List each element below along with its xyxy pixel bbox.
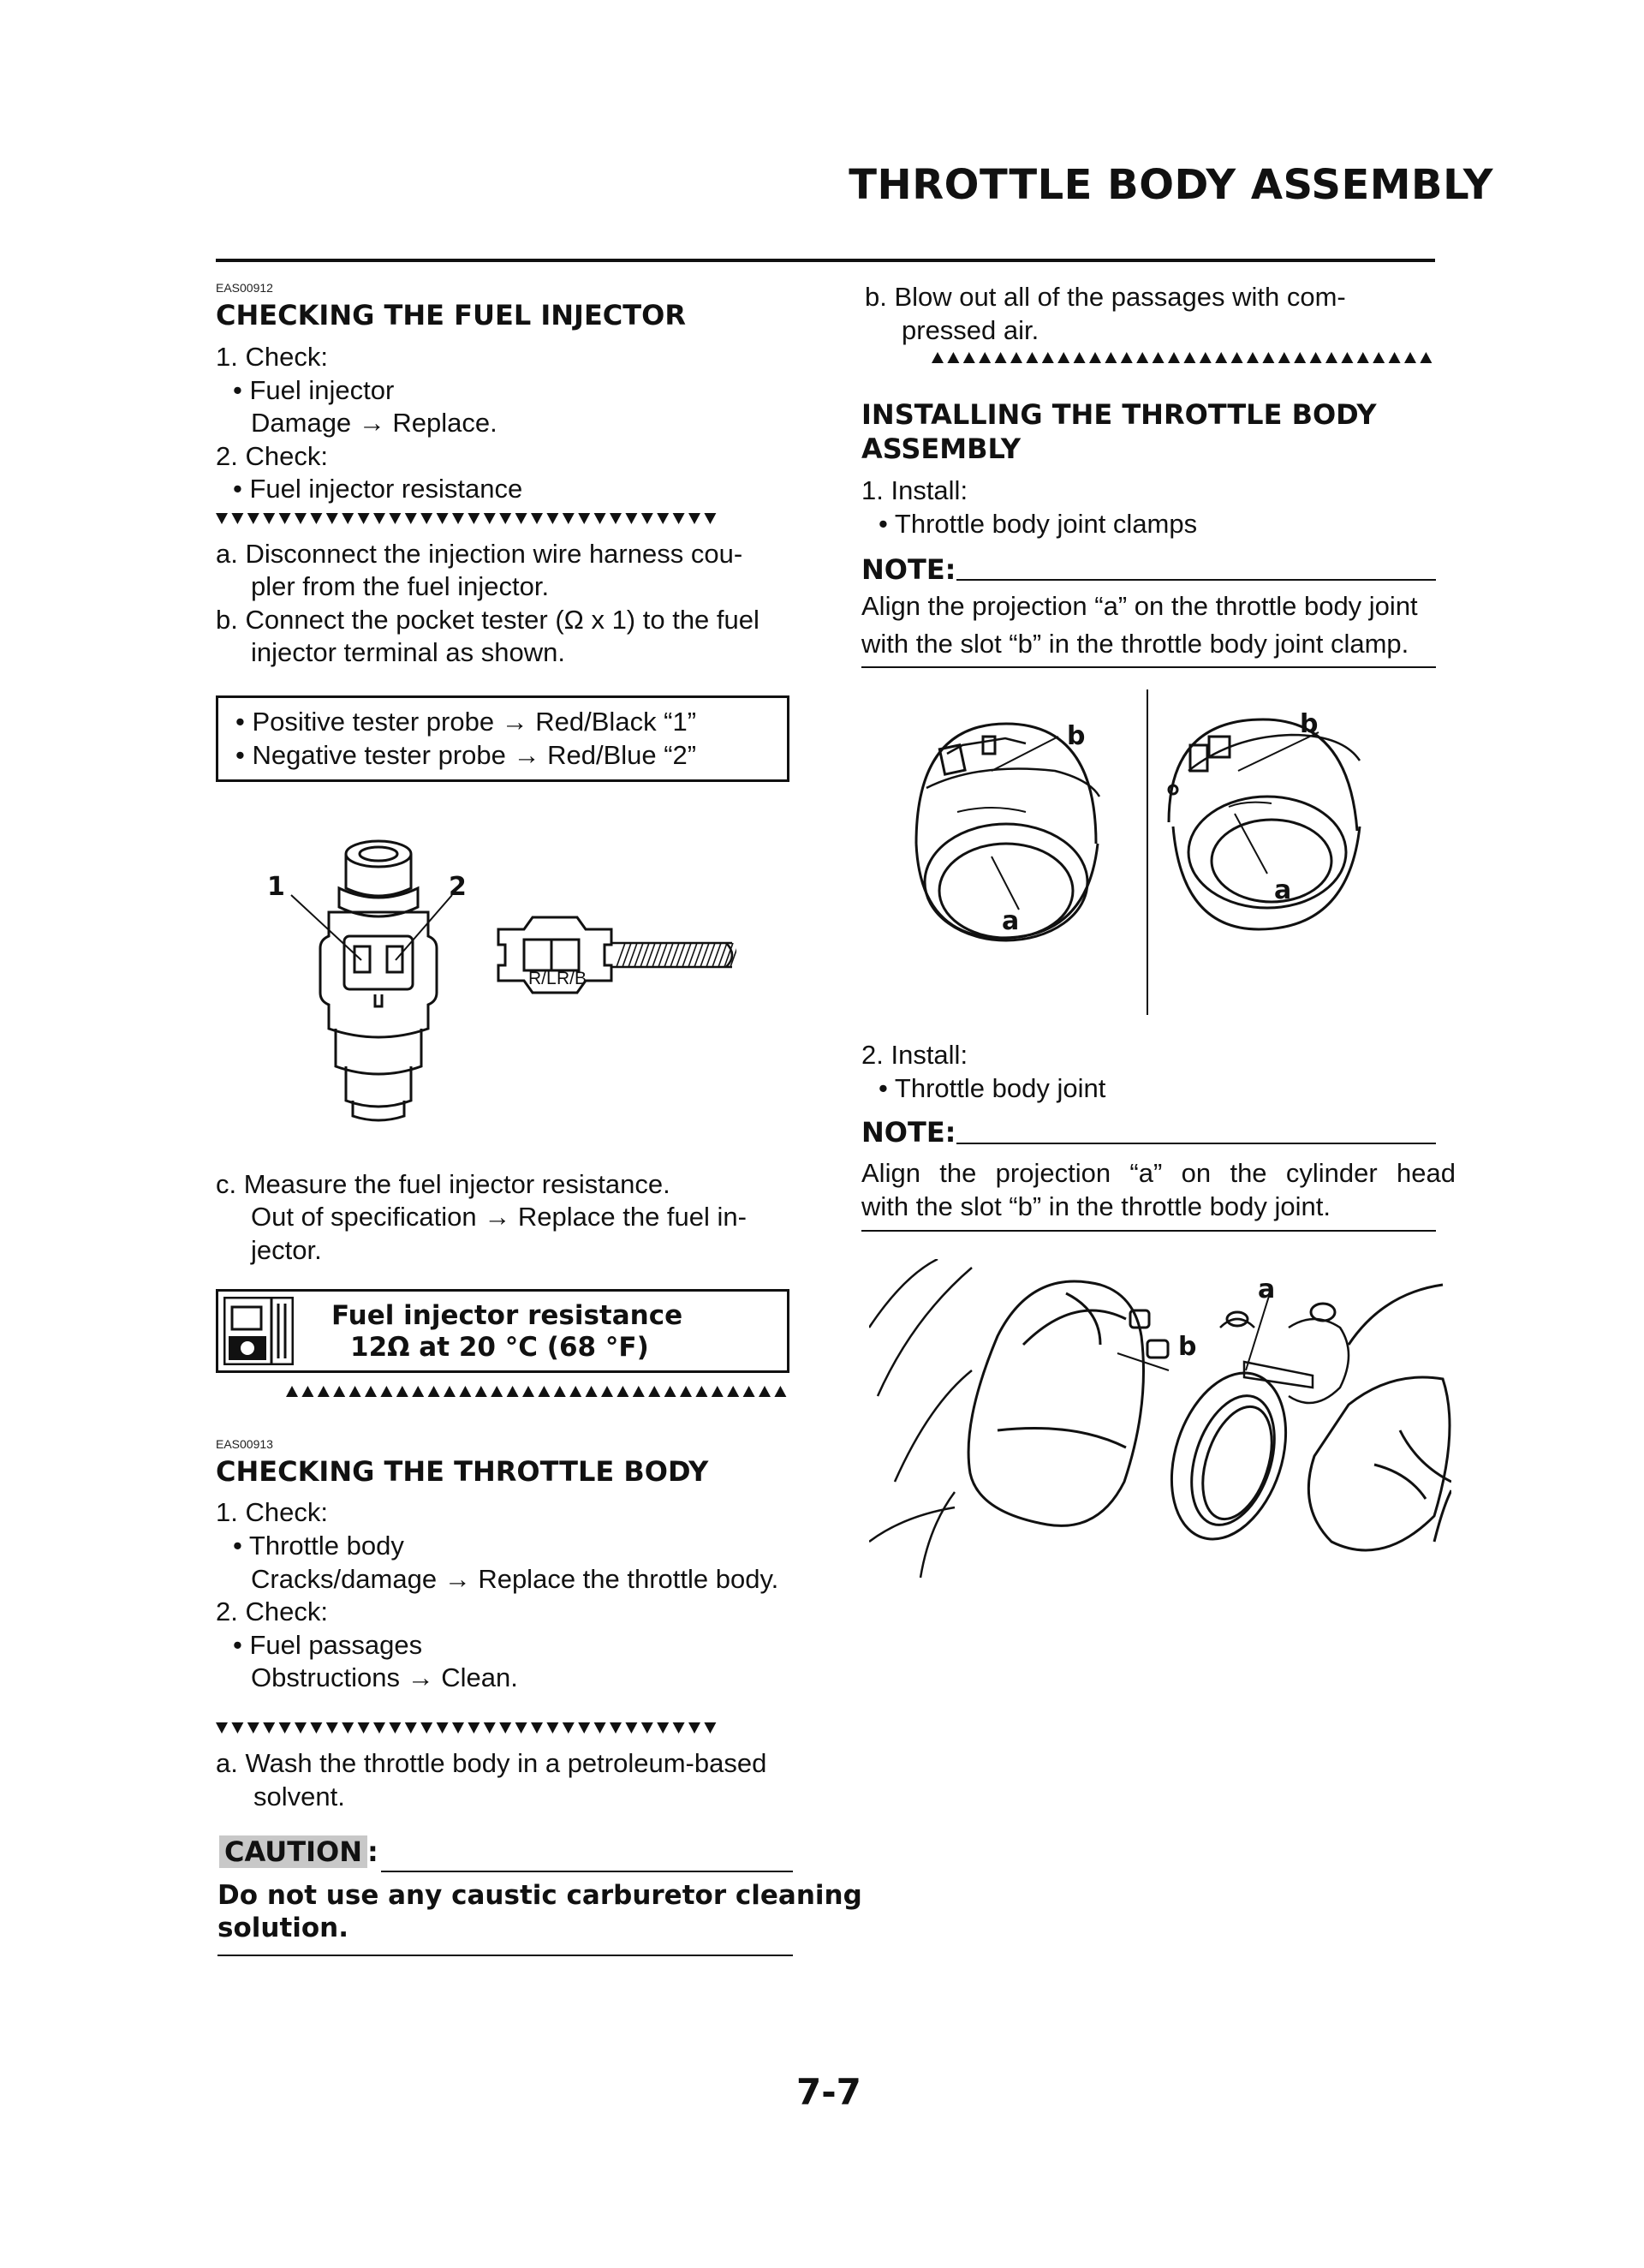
- end-marker-triangle: [1010, 352, 1022, 363]
- start-marker-triangle: [373, 513, 385, 524]
- section-heading-throttle: CHECKING THE THROTTLE BODY: [216, 1455, 709, 1488]
- start-marker-triangle: [420, 1722, 432, 1734]
- start-marker-triangle: [546, 513, 558, 524]
- spec-box: [216, 1289, 789, 1373]
- start-marker-triangle: [563, 513, 575, 524]
- note-text: with the slot “b” in the throttle body joint clamp.: [861, 629, 1409, 659]
- note-label: NOTE:: [861, 553, 956, 586]
- end-marker-triangle: [1105, 352, 1117, 363]
- end-marker-triangle: [601, 1386, 613, 1397]
- end-marker-triangle: [1389, 352, 1401, 363]
- end-marker-triangle: [349, 1386, 361, 1397]
- start-marker-row: [216, 512, 723, 526]
- end-marker-triangle: [1042, 352, 1054, 363]
- note-underline: [956, 1143, 1436, 1144]
- start-marker-triangle: [657, 1722, 669, 1734]
- start-marker-triangle: [452, 1722, 464, 1734]
- start-marker-triangle: [231, 513, 243, 524]
- start-marker-triangle: [625, 513, 637, 524]
- start-marker-triangle: [657, 513, 669, 524]
- wire-label-rl: R/L: [528, 969, 557, 988]
- bullet-line: • Fuel injector: [233, 375, 395, 405]
- start-marker-triangle: [484, 513, 496, 524]
- end-marker-triangle: [1310, 352, 1322, 363]
- wire-label-rb: R/B: [557, 969, 587, 988]
- end-marker-triangle: [1057, 352, 1069, 363]
- step-line: 2. Check:: [216, 1597, 328, 1626]
- start-marker-triangle: [405, 1722, 417, 1734]
- bullet-line: • Throttle body joint clamps: [879, 509, 1198, 539]
- end-marker-triangle: [1074, 352, 1086, 363]
- start-marker-triangle: [610, 1722, 622, 1734]
- note-text: with the slot “b” in the throttle body joint.: [861, 1191, 1331, 1221]
- end-marker-triangle: [1278, 352, 1290, 363]
- procedure-line: jector.: [251, 1235, 322, 1265]
- note-underline: [956, 579, 1436, 581]
- step-line: Obstructions → Clean.: [251, 1662, 518, 1692]
- fig-label-a: a: [1274, 875, 1292, 905]
- end-marker-row: [286, 1385, 793, 1399]
- probe-box: [216, 695, 789, 782]
- start-marker-triangle: [373, 1722, 385, 1734]
- end-marker-triangle: [444, 1386, 456, 1397]
- procedure-line: a. Disconnect the injection wire harness cou-: [216, 539, 743, 569]
- end-marker-triangle: [1341, 352, 1353, 363]
- start-marker-triangle: [704, 513, 716, 524]
- bullet-line: • Throttle body joint: [879, 1073, 1106, 1103]
- start-marker-triangle: [358, 1722, 370, 1734]
- end-marker-triangle: [712, 1386, 724, 1397]
- procedure-line: pler from the fuel injector.: [251, 571, 550, 601]
- caution-colon: :: [366, 1835, 378, 1868]
- end-marker-triangle: [995, 352, 1007, 363]
- procedure-line: c. Measure the fuel injector resistance.: [216, 1169, 670, 1199]
- step-line: 1. Check:: [216, 342, 328, 372]
- end-marker-triangle: [380, 1386, 392, 1397]
- step-line: 2. Install:: [861, 1040, 968, 1070]
- end-marker-triangle: [491, 1386, 503, 1397]
- end-marker-triangle: [428, 1386, 440, 1397]
- start-marker-triangle: [389, 513, 401, 524]
- page-number: 7-7: [796, 2071, 861, 2113]
- end-marker-triangle: [1294, 352, 1306, 363]
- start-marker-triangle: [563, 1722, 575, 1734]
- end-marker-triangle: [1200, 352, 1212, 363]
- end-marker-triangle: [1026, 352, 1038, 363]
- start-marker-triangle: [515, 1722, 527, 1734]
- procedure-line: solvent.: [253, 1782, 345, 1811]
- probe-negative: • Negative tester probe → Red/Blue “2”: [235, 740, 697, 770]
- header-rule: [216, 259, 1435, 262]
- section-code: EAS00912: [216, 281, 273, 295]
- start-marker-triangle: [452, 513, 464, 524]
- end-marker-triangle: [759, 1386, 771, 1397]
- start-marker-triangle: [515, 513, 527, 524]
- probe-positive: • Positive tester probe → Red/Black “1”: [235, 707, 697, 737]
- end-marker-triangle: [1404, 352, 1416, 363]
- start-marker-triangle: [405, 513, 417, 524]
- end-marker-triangle: [648, 1386, 660, 1397]
- start-marker-triangle: [499, 513, 511, 524]
- section-heading-injector: CHECKING THE FUEL INJECTOR: [216, 299, 686, 331]
- fig-label-b: b: [1067, 721, 1086, 751]
- caution-header: [219, 1835, 378, 1868]
- note-bottom-rule: [861, 666, 1436, 668]
- start-marker-triangle: [641, 1722, 653, 1734]
- end-marker-triangle: [475, 1386, 487, 1397]
- caution-underline: [381, 1871, 793, 1872]
- start-marker-triangle: [295, 1722, 307, 1734]
- start-marker-triangle: [326, 1722, 338, 1734]
- end-marker-triangle: [947, 352, 959, 363]
- start-marker-triangle: [279, 1722, 291, 1734]
- end-marker-triangle: [538, 1386, 550, 1397]
- start-marker-triangle: [295, 513, 307, 524]
- note-text: Align the projection “a” on the throttle body joint: [861, 591, 1418, 621]
- start-marker-triangle: [420, 513, 432, 524]
- end-marker-triangle: [979, 352, 991, 363]
- start-marker-triangle: [673, 513, 685, 524]
- start-marker-triangle: [247, 513, 259, 524]
- step-line: Cracks/damage → Replace the throttle body.: [251, 1564, 779, 1594]
- step-line: Damage → Replace.: [251, 408, 497, 438]
- procedure-line-justified: [865, 280, 1432, 313]
- start-marker-triangle: [326, 513, 338, 524]
- start-marker-triangle: [673, 1722, 685, 1734]
- joint-figure: [869, 1259, 1451, 1580]
- end-marker-triangle: [396, 1386, 408, 1397]
- multimeter-icon: [223, 1297, 294, 1365]
- end-marker-triangle: [695, 1386, 707, 1397]
- start-marker-triangle: [358, 513, 370, 524]
- end-marker-triangle: [586, 1386, 598, 1397]
- end-marker-triangle: [286, 1386, 298, 1397]
- start-marker-triangle: [342, 513, 354, 524]
- bullet-line: • Fuel passages: [233, 1630, 423, 1660]
- section-heading-install-2: ASSEMBLY: [861, 433, 1022, 465]
- start-marker-triangle: [641, 513, 653, 524]
- caution-label: CAUTION: [219, 1835, 367, 1868]
- fig-label-b: b: [1300, 709, 1319, 739]
- fig-label-1: 1: [267, 872, 285, 902]
- start-marker-triangle: [625, 1722, 637, 1734]
- start-marker-triangle: [531, 513, 543, 524]
- step-line: 1. Install:: [861, 475, 968, 505]
- end-marker-triangle: [963, 352, 975, 363]
- end-marker-triangle: [318, 1386, 330, 1397]
- start-marker-triangle: [279, 513, 291, 524]
- end-marker-triangle: [333, 1386, 345, 1397]
- end-marker-triangle: [1089, 352, 1101, 363]
- start-marker-triangle: [437, 513, 449, 524]
- end-marker-triangle: [932, 352, 944, 363]
- start-marker-triangle: [342, 1722, 354, 1734]
- start-marker-triangle: [688, 1722, 700, 1734]
- start-marker-triangle: [310, 513, 322, 524]
- spec-value: 12Ω at 20 °C (68 °F): [350, 1332, 649, 1363]
- start-marker-triangle: [247, 1722, 259, 1734]
- start-marker-triangle: [688, 513, 700, 524]
- note-label: NOTE:: [861, 1116, 956, 1149]
- end-marker-triangle: [412, 1386, 424, 1397]
- procedure-line: injector terminal as shown.: [251, 637, 565, 667]
- note-text: Align the projection “a” on the cylinder head: [861, 1158, 1456, 1188]
- end-marker-triangle: [1168, 352, 1180, 363]
- end-marker-row: [932, 351, 1438, 365]
- start-marker-triangle: [263, 1722, 275, 1734]
- end-marker-triangle: [569, 1386, 581, 1397]
- end-marker-triangle: [301, 1386, 313, 1397]
- start-marker-triangle: [499, 1722, 511, 1734]
- start-marker-triangle: [531, 1722, 543, 1734]
- start-marker-triangle: [468, 513, 480, 524]
- procedure-line: pressed air.: [902, 315, 1039, 345]
- end-marker-triangle: [1215, 352, 1227, 363]
- end-marker-triangle: [1231, 352, 1243, 363]
- end-marker-triangle: [459, 1386, 471, 1397]
- end-marker-triangle: [1247, 352, 1259, 363]
- start-marker-triangle: [216, 513, 228, 524]
- fig-label-b: b: [1178, 1332, 1197, 1362]
- start-marker-triangle: [578, 1722, 590, 1734]
- procedure-line: b. Connect the pocket tester (Ω x 1) to the fuel: [216, 605, 759, 635]
- end-marker-triangle: [1136, 352, 1148, 363]
- end-marker-triangle: [1325, 352, 1337, 363]
- start-marker-triangle: [546, 1722, 558, 1734]
- section-heading-install: INSTALLING THE THROTTLE BODY: [861, 398, 1377, 431]
- end-marker-triangle: [616, 1386, 628, 1397]
- start-marker-row: [216, 1722, 723, 1735]
- end-marker-triangle: [1121, 352, 1133, 363]
- page-title: THROTTLE BODY ASSEMBLY: [849, 161, 1493, 209]
- start-marker-triangle: [594, 1722, 606, 1734]
- blow-text: b. Blow out all of the passages with com-: [865, 282, 1346, 312]
- fig-label-a: a: [1258, 1274, 1276, 1304]
- end-marker-triangle: [680, 1386, 692, 1397]
- end-marker-triangle: [1420, 352, 1432, 363]
- procedure-line: a. Wash the throttle body in a petroleum-based: [216, 1748, 767, 1778]
- start-marker-triangle: [231, 1722, 243, 1734]
- end-marker-triangle: [1373, 352, 1385, 363]
- end-marker-triangle: [1153, 352, 1164, 363]
- section-code: EAS00913: [216, 1437, 273, 1451]
- end-marker-triangle: [664, 1386, 676, 1397]
- end-marker-triangle: [522, 1386, 534, 1397]
- note-bottom-rule: [861, 1230, 1436, 1232]
- start-marker-triangle: [263, 513, 275, 524]
- start-marker-triangle: [578, 513, 590, 524]
- start-marker-triangle: [310, 1722, 322, 1734]
- spec-title: Fuel injector resistance: [331, 1300, 683, 1331]
- end-marker-triangle: [727, 1386, 739, 1397]
- end-marker-triangle: [633, 1386, 645, 1397]
- end-marker-triangle: [554, 1386, 566, 1397]
- start-marker-triangle: [704, 1722, 716, 1734]
- start-marker-triangle: [468, 1722, 480, 1734]
- fig-label-2: 2: [449, 872, 467, 902]
- start-marker-triangle: [610, 513, 622, 524]
- injector-figure: [257, 835, 736, 1131]
- procedure-line: Out of specification → Replace the fuel in-: [251, 1202, 747, 1232]
- step-line: 2. Check:: [216, 441, 328, 471]
- start-marker-triangle: [594, 513, 606, 524]
- fig-label-a: a: [1002, 906, 1020, 936]
- bullet-line: • Throttle body: [233, 1531, 404, 1561]
- start-marker-triangle: [437, 1722, 449, 1734]
- step-line: 1. Check:: [216, 1497, 328, 1527]
- end-marker-triangle: [1357, 352, 1369, 363]
- start-marker-triangle: [389, 1722, 401, 1734]
- caution-text-1: Do not use any caustic carburetor cleaning: [217, 1880, 862, 1911]
- end-marker-triangle: [365, 1386, 377, 1397]
- end-marker-triangle: [743, 1386, 755, 1397]
- bullet-line: • Fuel injector resistance: [233, 474, 523, 504]
- end-marker-triangle: [774, 1386, 786, 1397]
- end-marker-triangle: [1183, 352, 1195, 363]
- caution-bottom-rule: [217, 1955, 793, 1956]
- start-marker-triangle: [216, 1722, 228, 1734]
- end-marker-triangle: [507, 1386, 519, 1397]
- start-marker-triangle: [484, 1722, 496, 1734]
- end-marker-triangle: [1262, 352, 1274, 363]
- caution-text-2: solution.: [217, 1913, 349, 1943]
